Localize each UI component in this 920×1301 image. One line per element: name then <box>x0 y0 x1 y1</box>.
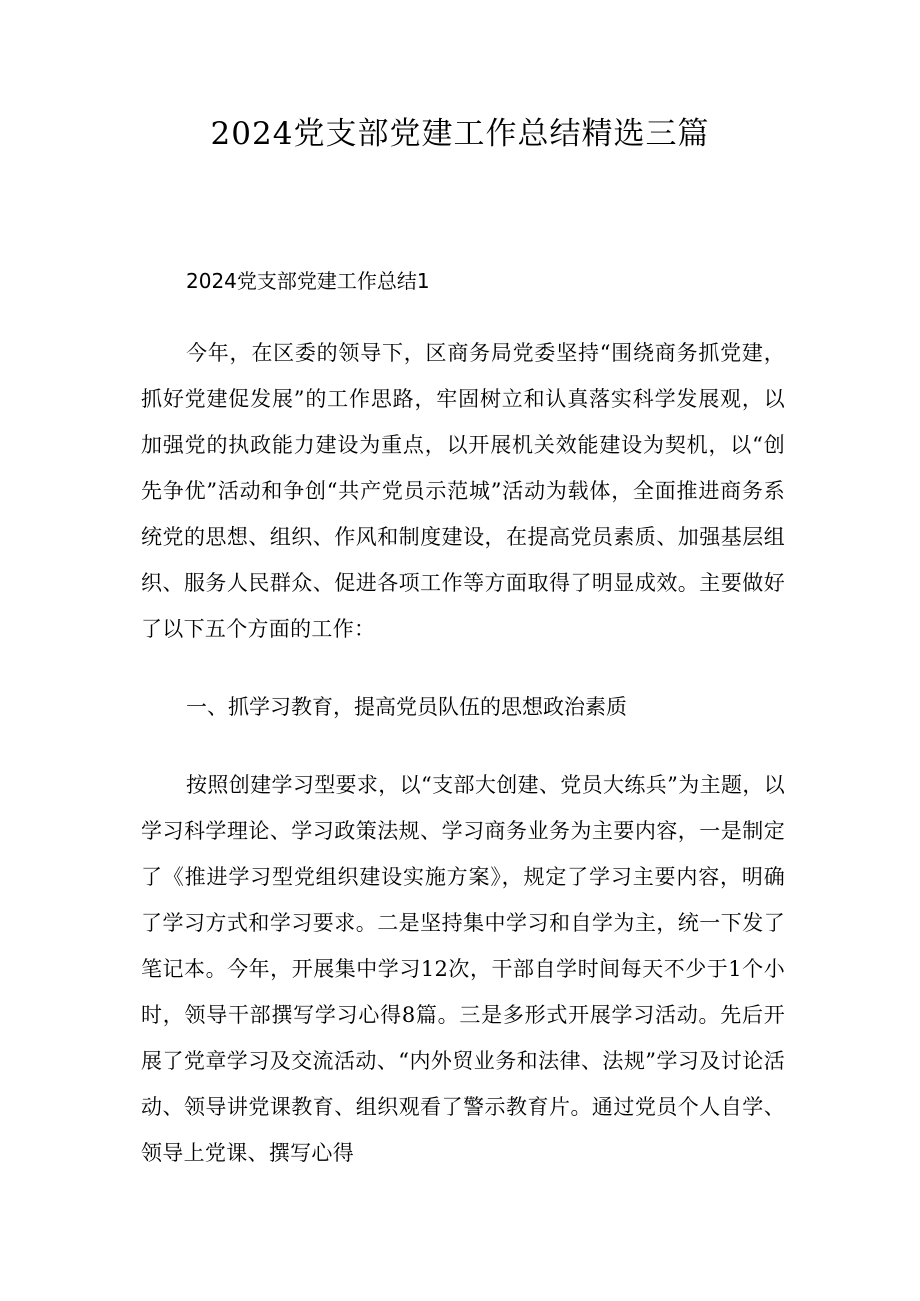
paragraph-intro: 今年，在区委的领导下，区商务局党委坚持“围绕商务抓党建，抓好党建促发展”的工作思路，牢固树立和认真落实科学发展观，以加强党的执政能力建设为重点，以开展机关效能建设为契机，以“创先争优”活动和争创“共产党员示范城”活动为载体，全面推进商务系统党的思想、组织、作风和制度建设，在提高党员素质、加强基层组织、服务人民群众、促进各项工作等方面取得了明显成效。主要做好了以下五个方面的工作： <box>141 341 785 641</box>
paragraph-study-education: 按照创建学习型要求，以“支部大创建、党员大练兵”为主题，以学习科学理论、学习政策法规、学习商务业务为主要内容，一是制定了《推进学习型党组织建设实施方案》，规定了学习主要内容，明确了学习方式和学习要求。二是坚持集中学习和自学为主，统一下发了笔记本。今年，开展集中学习12次，干部自学时间每天不少于1个小时，领导干部撰写学习心得8篇。三是多形式开展学习活动。先后开展了党章学习及交流活动、“内外贸业务和法律、法规”学习及讨论活动、领导讲党课教育、组织观看了警示教育片。通过党员个人自学、领导上党课、撰写心得 <box>141 773 785 1165</box>
document-title: 2024党支部党建工作总结精选三篇 <box>210 116 710 152</box>
section-title: 2024党支部党建工作总结1 <box>186 269 430 293</box>
heading-study-education: 一、抓学习教育，提高党员队伍的思想政治素质 <box>186 695 627 719</box>
